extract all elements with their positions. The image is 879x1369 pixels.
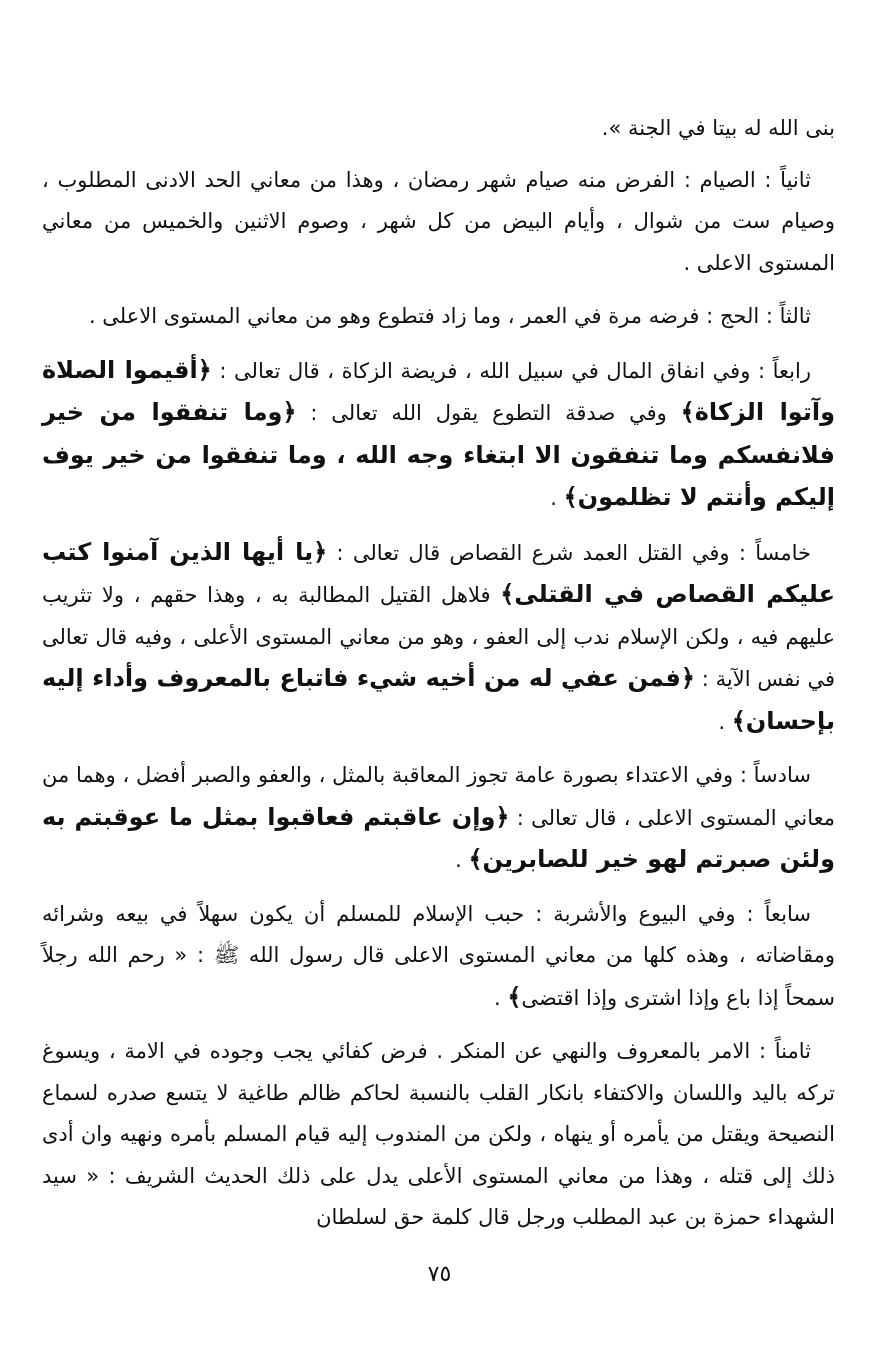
paragraph-text: خامساً : وفي القتل العمد شرع القصاص قال تعالى : [327,540,811,565]
paragraph-text: ثانياً : الصيام : الفرض منه صيام شهر رمضان ، وهذا من معاني الحد الادنى المطلوب ، وصيام ست من شوال ، وأيام البيض من كل شهر ، وصوم الاثنين والخميس من معاني المستوى الاعلى . [42,167,835,275]
page-number: ٧٥ [427,1262,452,1287]
paragraph [42,1031,835,1239]
paragraph [42,160,835,285]
paragraph-text: فلاهل القتيل المطالبة به ، وهذا حقهم ، ولا تثريب عليهم فيه ، ولكن الإسلام ندب إلى العفو ، وهو من معاني المستوى الأعلى ، وفيه قال تعالى في نفس الآية : [42,583,835,691]
paragraph-text: . [455,848,469,872]
paragraph-text: . [494,985,508,1010]
paragraph-text: . [550,486,564,510]
quoted-verse: ﴿أقيموا الصلاة وآتوا الزكاة﴾ [42,355,835,426]
paragraph [42,108,835,150]
paragraph-text: بنى الله له بيتا في الجنة ». [601,116,835,140]
paragraph-text: . [718,709,732,734]
paragraph-text: سابعاً : وفي البيوع والأشربة : حبب الإسلام للمسلم أن يكون سهلاً في بيعه وشرائه ومقاضاته ، وهذه كلها من معاني المستوى الاعلى قال رسول الله ﷺ : « رحم الله رجلاً سمحاً إذا باع وإذا اشترى وإذا اقتضى [42,901,835,1010]
paragraph-text: ثامناً : الامر بالمعروف والنهي عن المنكر . فرض كفائي يجب وجوده في الامة ، ويسوغ تركه باليد واللسان والاكتفاء بانكار القلب بالنسبة لحاكم ظالم طاغية لا يتسع صدره لسماع النصيحة ويقتل من يأمره أو ينهاه ، ولكن من المندوب إليه قيام المسلم بأمره ونهيه وان أدى ذلك إلى قتله ، وهذا من معاني المستوى الأعلى يدل على ذلك الحديث الشريف : « سيد الشهداء حمزة بن عبد المطلب ورجل قال كلمة حق لسلطان [42,1039,835,1229]
paragraph-text: رابعاً : وفي انفاق المال في سبيل الله ، فريضة الزكاة ، قال تعالى : [211,358,812,383]
paragraph [42,755,835,882]
paragraph [42,296,835,338]
quoted-verse: ﴿وما تنفقوا من خير فلانفسكم وما تنفقون الا ابتغاء وجه الله ، وما تنفقوا من خير يوف إليكم وأنتم لا تظلمون﴾ [42,398,835,511]
paragraph-text: ثالثاً : الحج : فرضه مرة في العمر ، وما زاد فتطوع وهو من معاني المستوى الاعلى . [88,304,811,328]
page-body [42,108,835,1251]
paragraph [42,350,835,520]
paragraph-text: سادساً : وفي الاعتداء بصورة عامة تجوز المعاقبة بالمثل ، والعفو والصبر أفضل ، وهما من معاني المستوى الاعلى ، قال تعالى : [42,763,835,830]
quoted-verse: ﴿يا أيها الذين آمنوا كتب عليكم القصاص في القتلى﴾ [42,537,835,608]
paragraph [42,532,835,744]
quoted-verse: ﴿فمن عفي له من أخيه شيء فاتباع بالمعروف وأداء إليه بإحسان﴾ [42,664,835,735]
quoted-verse: ﴾ [507,982,522,1011]
paragraph-text: وفي صدقة التطوع يقول الله تعالى : [296,401,681,425]
paragraph [42,894,835,1020]
quoted-verse: ﴿وإن عاقبتم فعاقبوا بمثل ما عوقبتم به ولئن صبرتم لهو خير للصابرين﴾ [42,802,835,873]
